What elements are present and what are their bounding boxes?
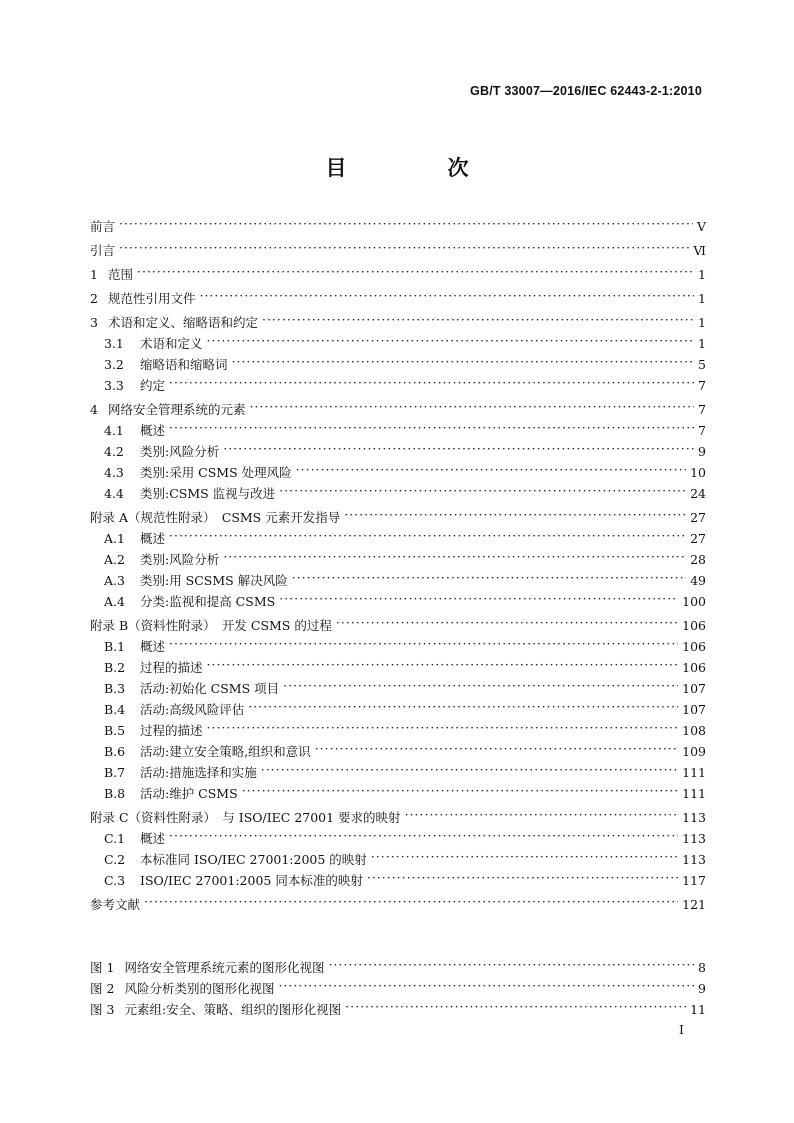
toc-entry-page: 107 xyxy=(682,702,706,717)
toc-entry-page: 7 xyxy=(698,423,706,438)
toc-entry-page: 107 xyxy=(682,681,706,696)
toc-entry[interactable] xyxy=(90,850,706,871)
toc-entry-page: Ⅵ xyxy=(693,243,706,258)
toc-entry-number: B.8 xyxy=(104,786,126,801)
toc-entry[interactable] xyxy=(90,355,706,376)
toc-entry[interactable] xyxy=(90,1000,706,1021)
toc-entry-title: 活动:措施选择和实施 xyxy=(140,765,257,780)
toc-entry-number: C.2 xyxy=(104,852,126,867)
toc-entry[interactable] xyxy=(90,313,706,334)
dot-leader xyxy=(207,333,694,348)
dot-leader xyxy=(119,240,689,255)
toc-entry[interactable] xyxy=(90,421,706,442)
toc-entry-number: 4 xyxy=(90,402,98,417)
toc-entry-number: 图 3 xyxy=(90,1002,115,1017)
dot-leader xyxy=(261,762,678,777)
toc-entry-page: 113 xyxy=(682,810,706,825)
toc-entry-number: C.3 xyxy=(104,873,126,888)
dot-leader xyxy=(232,354,694,369)
toc-entry-page: 1 xyxy=(698,291,706,306)
toc-entry-page: 9 xyxy=(698,444,706,459)
toc-entry[interactable] xyxy=(90,958,706,979)
dot-leader xyxy=(371,849,678,864)
toc-entry-title: 附录 A（规范性附录） CSMS 元素开发指导 xyxy=(90,510,341,525)
list-of-figures xyxy=(90,958,706,1021)
toc-entry[interactable] xyxy=(90,334,706,355)
dot-leader xyxy=(223,549,686,564)
toc-entry-page: 121 xyxy=(682,897,706,912)
toc-entry-page: 111 xyxy=(682,765,706,780)
toc-entry[interactable] xyxy=(90,979,706,1000)
toc-entry-page: 24 xyxy=(690,486,706,501)
toc-entry-title: 类别:CSMS 监视与改进 xyxy=(140,486,276,501)
toc-entry-title: 缩略语和缩略词 xyxy=(140,357,228,372)
dot-leader xyxy=(144,894,678,909)
toc-entry-number: 2 xyxy=(90,291,98,306)
toc-entry-title: 引言 xyxy=(90,243,116,258)
toc-entry[interactable] xyxy=(90,592,706,613)
toc-entry[interactable] xyxy=(90,721,706,742)
toc-entry-page: 117 xyxy=(682,873,706,888)
standard-code-header: GB/T 33007—2016/IEC 62443-2-1:2010 xyxy=(470,84,702,98)
table-of-contents xyxy=(90,214,706,916)
toc-entry-title: 类别:风险分析 xyxy=(140,444,220,459)
toc-entry-title: 活动:高级风险评估 xyxy=(140,702,245,717)
dot-leader xyxy=(336,615,678,630)
dot-leader xyxy=(292,570,686,585)
toc-entry-title: 术语和定义 xyxy=(140,336,203,351)
toc-entry[interactable] xyxy=(90,442,706,463)
toc-entry-title: 概述 xyxy=(140,423,166,438)
dot-leader xyxy=(278,978,694,993)
toc-entry[interactable] xyxy=(90,550,706,571)
toc-entry[interactable] xyxy=(90,217,706,238)
toc-entry-page: 106 xyxy=(682,618,706,633)
toc-entry-title: 过程的描述 xyxy=(140,723,203,738)
toc-entry-number: A.3 xyxy=(104,573,125,588)
toc-entry[interactable] xyxy=(90,265,706,286)
toc-entry-title: 风险分析类别的图形化视图 xyxy=(124,981,275,996)
toc-entry-page: 100 xyxy=(682,594,706,609)
toc-entry-number: A.2 xyxy=(104,552,125,567)
toc-entry-title: 网络安全管理系统元素的图形化视图 xyxy=(124,960,325,975)
toc-entry-page: 28 xyxy=(690,552,706,567)
dot-leader xyxy=(405,807,679,822)
dot-leader xyxy=(262,312,694,327)
dot-leader xyxy=(279,483,686,498)
toc-entry[interactable] xyxy=(90,784,706,805)
toc-entry-title: 规范性引用文件 xyxy=(107,291,196,306)
toc-entry-title: 前言 xyxy=(90,219,116,234)
toc-entry[interactable] xyxy=(90,895,706,916)
toc-entry-page: 27 xyxy=(690,510,706,525)
dot-leader xyxy=(249,399,694,414)
toc-entry[interactable] xyxy=(90,679,706,700)
toc-entry[interactable] xyxy=(90,571,706,592)
toc-entry[interactable] xyxy=(90,742,706,763)
toc-entry-number: B.6 xyxy=(104,744,126,759)
toc-entry-number: 图 1 xyxy=(90,960,115,975)
dot-leader xyxy=(248,699,678,714)
toc-entry-page: 109 xyxy=(682,744,706,759)
dot-leader xyxy=(169,636,678,651)
toc-entry[interactable] xyxy=(90,241,706,262)
toc-entry[interactable] xyxy=(90,400,706,421)
toc-entry[interactable] xyxy=(90,637,706,658)
toc-entry[interactable] xyxy=(90,463,706,484)
toc-entry-page: 1 xyxy=(698,267,706,282)
toc-entry-title: 网络安全管理系统的元素 xyxy=(107,402,246,417)
dot-leader xyxy=(169,828,678,843)
toc-entry-page: 106 xyxy=(682,639,706,654)
toc-entry-title: 参考文献 xyxy=(90,897,141,912)
toc-entry-number: 4.4 xyxy=(104,486,124,501)
toc-entry[interactable] xyxy=(90,289,706,310)
dot-leader xyxy=(207,657,679,672)
toc-entry-title: 概述 xyxy=(140,639,166,654)
toc-entry-number: 图 2 xyxy=(90,981,115,996)
toc-entry-number: A.4 xyxy=(104,594,125,609)
toc-entry[interactable] xyxy=(90,529,706,550)
toc-entry-page: 27 xyxy=(690,531,706,546)
dot-leader xyxy=(119,216,693,231)
toc-entry-number: 4.3 xyxy=(104,465,124,480)
toc-entry-title: 概述 xyxy=(140,831,166,846)
toc-entry[interactable] xyxy=(90,508,706,529)
toc-entry[interactable] xyxy=(90,616,706,637)
toc-entry-number: B.4 xyxy=(104,702,126,717)
toc-entry-page: 113 xyxy=(682,852,706,867)
toc-entry-title: 活动:建立安全策略,组织和意识 xyxy=(140,744,311,759)
toc-entry-title: 分类:监视和提高 CSMS xyxy=(140,594,276,609)
dot-leader xyxy=(199,288,694,303)
toc-entry[interactable] xyxy=(90,376,706,397)
dot-leader xyxy=(137,264,694,279)
toc-entry-title: 附录 C（资料性附录） 与 ISO/IEC 27001 要求的映射 xyxy=(90,810,401,825)
toc-entry-title: 约定 xyxy=(140,378,166,393)
dot-leader xyxy=(328,957,694,972)
toc-entry-page: Ⅴ xyxy=(696,219,706,234)
toc-entry-number: A.1 xyxy=(104,531,125,546)
dot-leader xyxy=(367,870,678,885)
toc-entry-page: 106 xyxy=(682,660,706,675)
toc-entry-title: 活动:维护 CSMS xyxy=(140,786,238,801)
toc-entry-page: 11 xyxy=(690,1002,706,1017)
dot-leader xyxy=(344,507,686,522)
toc-entry-number: B.1 xyxy=(104,639,126,654)
toc-entry-number: 3.2 xyxy=(104,357,124,372)
toc-entry[interactable] xyxy=(90,763,706,784)
dot-leader xyxy=(169,375,694,390)
toc-entry-title: 过程的描述 xyxy=(140,660,203,675)
toc-entry-number: 4.1 xyxy=(104,423,124,438)
toc-entry-title: 元素组:安全、策略、组织的图形化视图 xyxy=(124,1002,342,1017)
toc-entry-title: 本标准同 ISO/IEC 27001:2005 的映射 xyxy=(140,852,367,867)
toc-entry-page: 49 xyxy=(690,573,706,588)
toc-entry-number: 1 xyxy=(90,267,98,282)
toc-entry-title: ISO/IEC 27001:2005 同本标准的映射 xyxy=(140,873,363,888)
toc-entry-number: B.2 xyxy=(104,660,126,675)
toc-entry-number: 3 xyxy=(90,315,98,330)
toc-entry-title: 范围 xyxy=(107,267,133,282)
toc-entry-number: 4.2 xyxy=(104,444,124,459)
toc-entry[interactable] xyxy=(90,700,706,721)
toc-entry-page: 111 xyxy=(682,786,706,801)
toc-entry-title: 概述 xyxy=(140,531,166,546)
toc-entry-title: 类别:风险分析 xyxy=(140,552,220,567)
toc-entry[interactable] xyxy=(90,808,706,829)
dot-leader xyxy=(223,441,694,456)
dot-leader xyxy=(315,741,678,756)
toc-entry-title: 附录 B（资料性附录） 开发 CSMS 的过程 xyxy=(90,618,332,633)
toc-entry[interactable] xyxy=(90,829,706,850)
dot-leader xyxy=(242,783,678,798)
toc-entry-page: 7 xyxy=(698,402,706,417)
toc-entry-title: 术语和定义、缩略语和约定 xyxy=(107,315,258,330)
toc-entry-page: 7 xyxy=(698,378,706,393)
toc-entry-page: 1 xyxy=(698,336,706,351)
toc-entry-page: 5 xyxy=(698,357,706,372)
dot-leader xyxy=(169,528,686,543)
toc-entry-number: 3.3 xyxy=(104,378,124,393)
toc-entry-page: 10 xyxy=(690,465,706,480)
toc-entry-number: 3.1 xyxy=(104,336,124,351)
toc-entry-number: B.3 xyxy=(104,681,126,696)
dot-leader xyxy=(296,462,686,477)
page-title: 目 次 xyxy=(325,156,509,180)
dot-leader xyxy=(279,591,678,606)
toc-entry-page: 8 xyxy=(698,960,706,975)
toc-entry-page: 9 xyxy=(698,981,706,996)
toc-entry[interactable] xyxy=(90,871,706,892)
dot-leader xyxy=(207,720,679,735)
dot-leader xyxy=(169,420,694,435)
toc-entry-page: 113 xyxy=(682,831,706,846)
toc-entry-number: C.1 xyxy=(104,831,126,846)
toc-entry-title: 类别:用 SCSMS 解决风险 xyxy=(140,573,288,588)
page-number: Ⅰ xyxy=(679,1022,684,1037)
toc-entry-number: B.7 xyxy=(104,765,126,780)
dot-leader xyxy=(283,678,678,693)
toc-entry-number: B.5 xyxy=(104,723,126,738)
toc-entry[interactable] xyxy=(90,658,706,679)
toc-entry-page: 1 xyxy=(698,315,706,330)
toc-entry-title: 活动:初始化 CSMS 项目 xyxy=(140,681,280,696)
toc-entry-title: 类别:采用 CSMS 处理风险 xyxy=(140,465,292,480)
toc-entry[interactable] xyxy=(90,484,706,505)
dot-leader xyxy=(345,999,686,1014)
toc-entry-page: 108 xyxy=(682,723,706,738)
